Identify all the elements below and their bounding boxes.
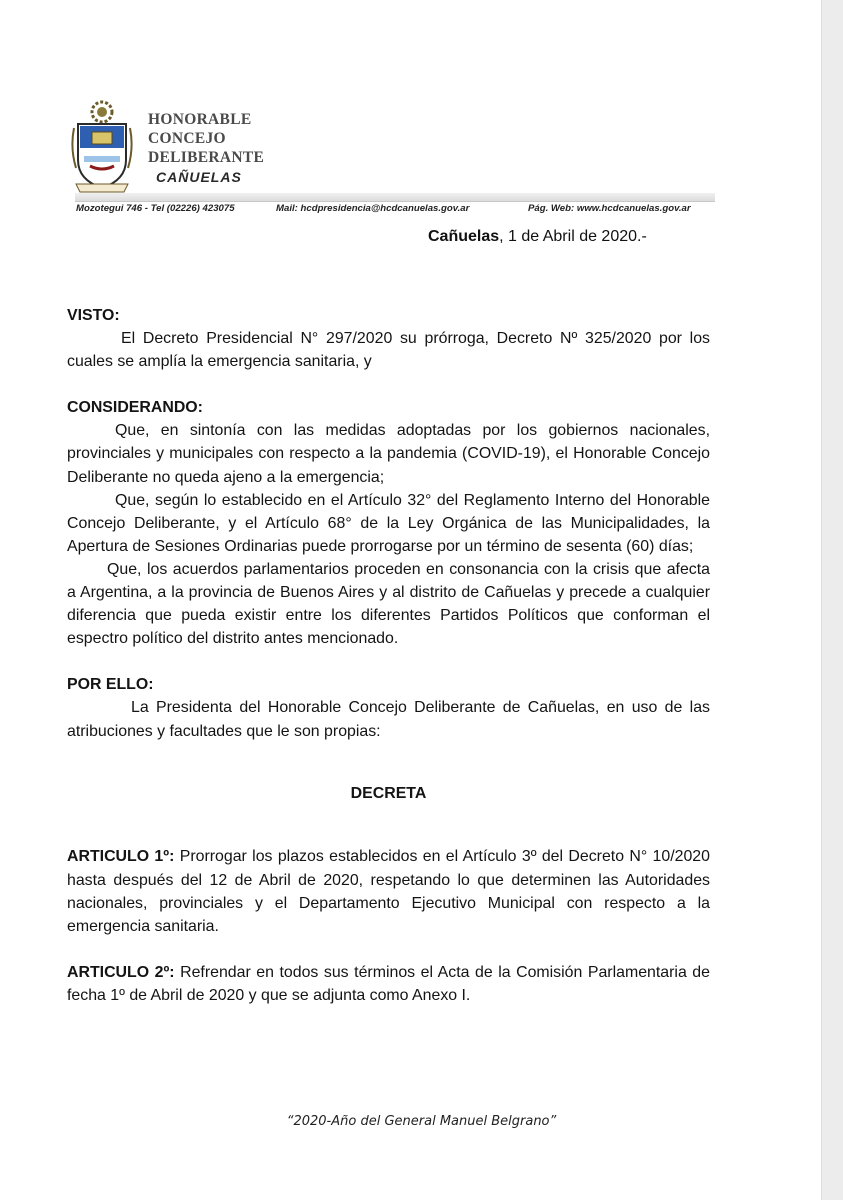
article-1-text: Prorrogar los plazos establecidos en el Artículo 3º del Decreto N° 10/2020 hasta después del 12 de Abril de 2020, respetando lo que determinen las Autoridades nacionales, provinciales y el Departamento Ejecutivo Municipal con respecto a la emergencia sanitaria.	[67, 848, 710, 935]
article-2-label: ARTICULO 2º:	[67, 963, 175, 981]
spacer	[67, 821, 710, 845]
council-name	[148, 110, 264, 167]
contact-address: Mozotegui 746 - Tel (02226) 423075	[76, 203, 235, 214]
council-name-line: HONORABLE	[148, 111, 252, 128]
article-1	[67, 845, 710, 937]
contact-email: Mail: hcdpresidencia@hcdcanuelas.gov.ar	[276, 203, 470, 214]
considerando-heading: CONSIDERANDO:	[67, 399, 203, 417]
spacer	[67, 743, 710, 767]
footer-motto: “2020-Año del General Manuel Belgrano”	[286, 1114, 557, 1129]
council-city: CAÑUELAS	[156, 169, 242, 185]
date-text: , 1 de Abril de 2020.-	[499, 228, 647, 245]
spacer	[67, 650, 710, 673]
page-edge-shadow	[822, 0, 843, 1200]
por-ello-paragraph: La Presidenta del Honorable Concejo Deliberante de Cañuelas, en uso de las atribuciones y facultades que le son propias:	[67, 699, 710, 740]
decreta-heading: DECRETA	[350, 785, 427, 803]
decree-body	[67, 304, 710, 1007]
contact-website: Pág. Web: www.hcdcanuelas.gov.ar	[528, 203, 691, 214]
document-date	[428, 228, 647, 246]
considerando-paragraph: Que, los acuerdos parlamentarios proceden en consonancia con la crisis que afecta a Argentina, a la provincia de Buenos Aires y al distrito de Cañuelas y precede a cualquier diferencia que pueda existir entre los diferentes Partidos Políticos que conforman el espectro político del distrito antes mencionado.	[67, 560, 710, 648]
visto-paragraph: El Decreto Presidencial N° 297/2020 su prórroga, Decreto Nº 325/2020 por los cuales se amplía la emergencia sanitaria, y	[67, 330, 710, 371]
spacer	[67, 938, 710, 961]
date-city: Cañuelas	[428, 228, 500, 245]
considerando-paragraph: Que, en sintonía con las medidas adoptadas por los gobiernos nacionales, provinciales y municipales con respecto a la pandemia (COVID-19), el Honorable Concejo Deliberante no queda ajeno a la emergencia;	[67, 422, 710, 486]
por-ello-heading: POR ELLO:	[67, 676, 154, 694]
council-name-line: DELIBERANTE	[148, 149, 265, 166]
article-2	[67, 961, 710, 1007]
considerando-paragraph: Que, según lo establecido en el Artículo 32° del Reglamento Interno del Honorable Concejo Deliberante, y el Artículo 68° de la Ley Orgánica de las Municipalidades, la Apertura de Sesiones Ordinarias puede prorrogarse por un término de sesenta (60) días;	[67, 491, 710, 555]
council-emblem	[70, 98, 134, 196]
spacer	[67, 373, 710, 396]
article-1-label: ARTICULO 1º:	[67, 848, 175, 866]
article-2-text: Refrendar en todos sus términos el Acta de la Comisión Parlamentaria de fecha 1º de Abril de 2020 y que se adjunta como Anexo I.	[67, 963, 710, 1004]
council-name-line: CONCEJO	[148, 130, 226, 147]
visto-heading: VISTO:	[67, 307, 120, 324]
letterhead-rule	[75, 193, 715, 202]
